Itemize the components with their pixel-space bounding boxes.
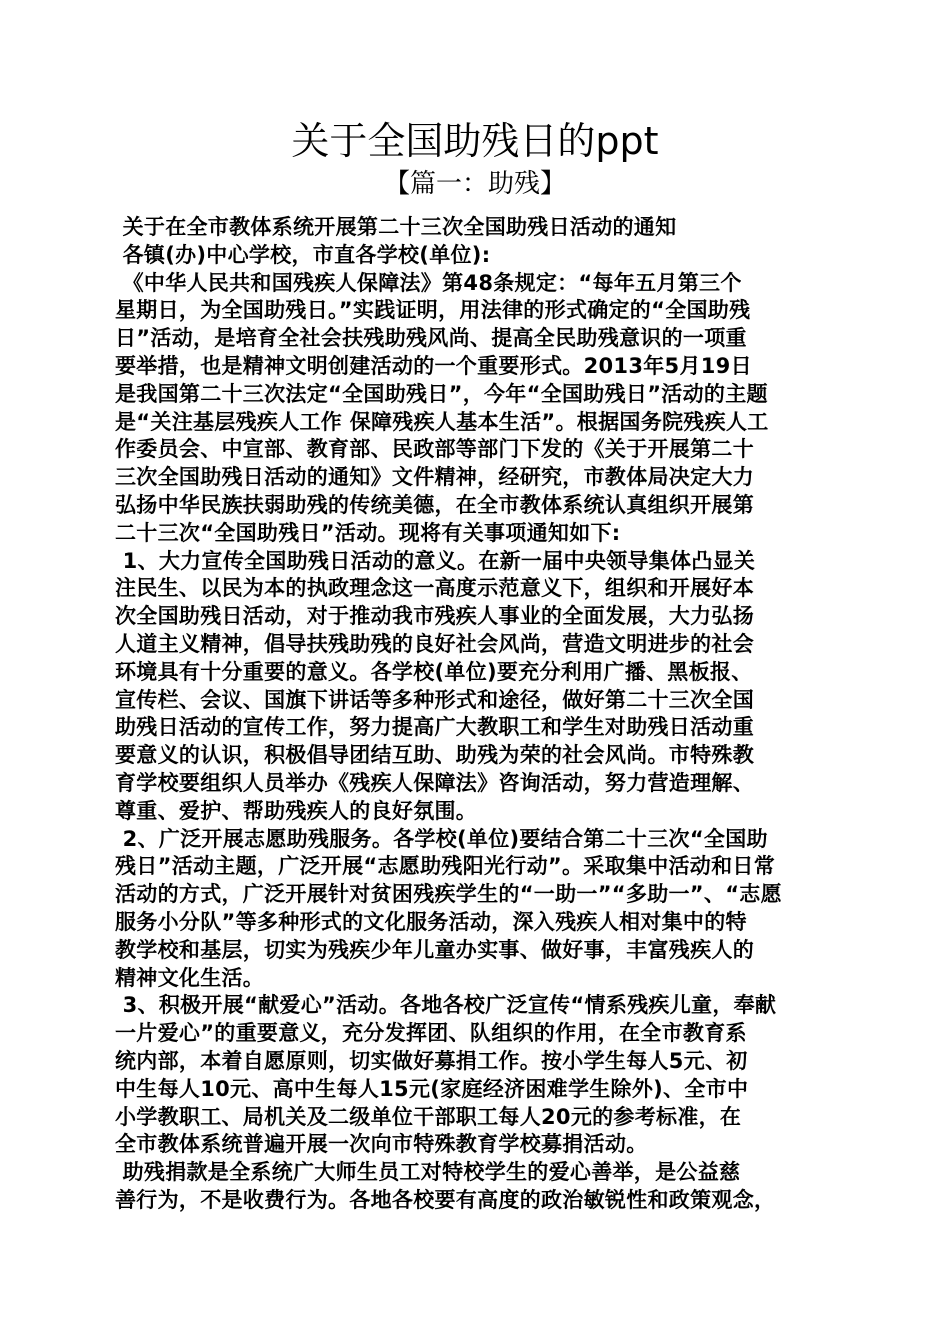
- body-text-line: 全市教体系统普遍开展一次向市特殊教育学校募捐活动。: [115, 1132, 648, 1157]
- body-text-line: 3、积极开展“献爱心”活动。各地各校广泛宣传“情系残疾儿童，奉献: [115, 993, 777, 1018]
- document-subtitle: 【篇一：助残】: [383, 169, 566, 199]
- body-text-line: 统内部，本着自愿原则，切实做好募捐工作。按小学生每人5元、初: [115, 1048, 748, 1073]
- body-text-line: 是“关注基层残疾人工作 保障残疾人基本生活”。根据国务院残疾人工: [115, 409, 769, 434]
- body-text-line: 宣传栏、会议、国旗下讲话等多种形式和途径，做好第二十三次全国: [115, 687, 754, 712]
- body-text-line: 要意义的认识，积极倡导团结互助、助残为荣的社会风尚。市特殊教: [115, 743, 754, 768]
- body-text-line: 日”活动，是培育全社会扶残助残风尚、提高全民助残意识的一项重: [115, 326, 747, 351]
- body-text-line: 星期日，为全国助残日。”实践证明，用法律的形式确定的“全国助残: [115, 298, 751, 323]
- body-text-line: 弘扬中华民族扶弱助残的传统美德，在全市教体系统认真组织开展第: [115, 492, 754, 517]
- body-text-line: 精神文化生活。: [115, 965, 265, 990]
- body-text-line: 育学校要组织人员举办《残疾人保障法》咨询活动，努力营造理解、: [115, 770, 754, 795]
- body-text-line: 要举措，也是精神文明创建活动的一个重要形式。2013年5月19日: [115, 353, 752, 378]
- body-text-line: 助残捐款是全系统广大师生员工对特校学生的爱心善举，是公益慈: [115, 1160, 741, 1185]
- body-text-line: 是我国第二十三次法定“全国助残日”，今年“全国助残日”活动的主题: [115, 381, 768, 406]
- body-text-line: 各镇(办)中心学校，市直各学校(单位):: [115, 242, 491, 267]
- body-text-line: 《中华人民共和国残疾人保障法》第48条规定：“每年五月第三个: [115, 270, 742, 295]
- body-text-line: 关于在全市教体系统开展第二十三次全国助残日活动的通知: [115, 215, 677, 239]
- body-text-line: 二十三次“全国助残日”活动。现将有关事项通知如下:: [115, 520, 621, 545]
- body-text-line: 善行为，不是收费行为。各地各校要有高度的政治敏锐性和政策观念，: [115, 1187, 776, 1212]
- body-text-line: 教学校和基层，切实为残疾少年儿童办实事、做好事，丰富残疾人的: [115, 937, 754, 962]
- body-text-line: 尊重、爱护、帮助残疾人的良好氛围。: [115, 798, 478, 823]
- body-text-line: 作委员会、中宣部、教育部、民政部等部门下发的《关于开展第二十: [115, 437, 754, 462]
- body-text-line: 残日”活动主题，广泛开展“志愿助残阳光行动”。采取集中活动和日常: [115, 854, 776, 879]
- body-text-line: 三次全国助残日活动的通知》文件精神，经研究，市教体局决定大力: [115, 465, 754, 490]
- body-text-line: 服务小分队”等多种形式的文化服务活动，深入残疾人相对集中的特: [115, 909, 747, 934]
- body-text-line: 一片爱心”的重要意义，充分发挥团、队组织的作用，在全市教育系: [115, 1021, 747, 1046]
- document-body: [115, 214, 841, 1215]
- body-text-line: 小学教职工、局机关及二级单位干部职工每人20元的参考标准，在: [115, 1104, 742, 1129]
- body-text-line: 助残日活动的宣传工作，努力提高广大教职工和学生对助残日活动重: [115, 715, 754, 740]
- body-text-line: 2、广泛开展志愿助残服务。各学校(单位)要结合第二十三次“全国助: [115, 826, 768, 851]
- body-text-line: 注民生、以民为本的执政理念这一高度示范意义下，组织和开展好本: [115, 576, 754, 601]
- body-text-line: 次全国助残日活动，对于推动我市残疾人事业的全面发展，大力弘扬: [115, 604, 754, 629]
- body-text-line: 1、大力宣传全国助残日活动的意义。在新一届中央领导集体凸显关: [115, 548, 756, 573]
- body-text-line: 环境具有十分重要的意义。各学校(单位)要充分利用广播、黑板报、: [115, 659, 753, 684]
- body-text-line: 人道主义精神，倡导扶残助残的良好社会风尚，营造文明进步的社会: [115, 631, 754, 656]
- document-title: 关于全国助残日的ppt: [291, 119, 659, 163]
- body-text-line: 活动的方式，广泛开展针对贫困残疾学生的“一助一”“多助一”、“志愿: [115, 882, 782, 907]
- body-text-line: 中生每人10元、高中生每人15元(家庭经济困难学生除外)、全市中: [115, 1076, 749, 1101]
